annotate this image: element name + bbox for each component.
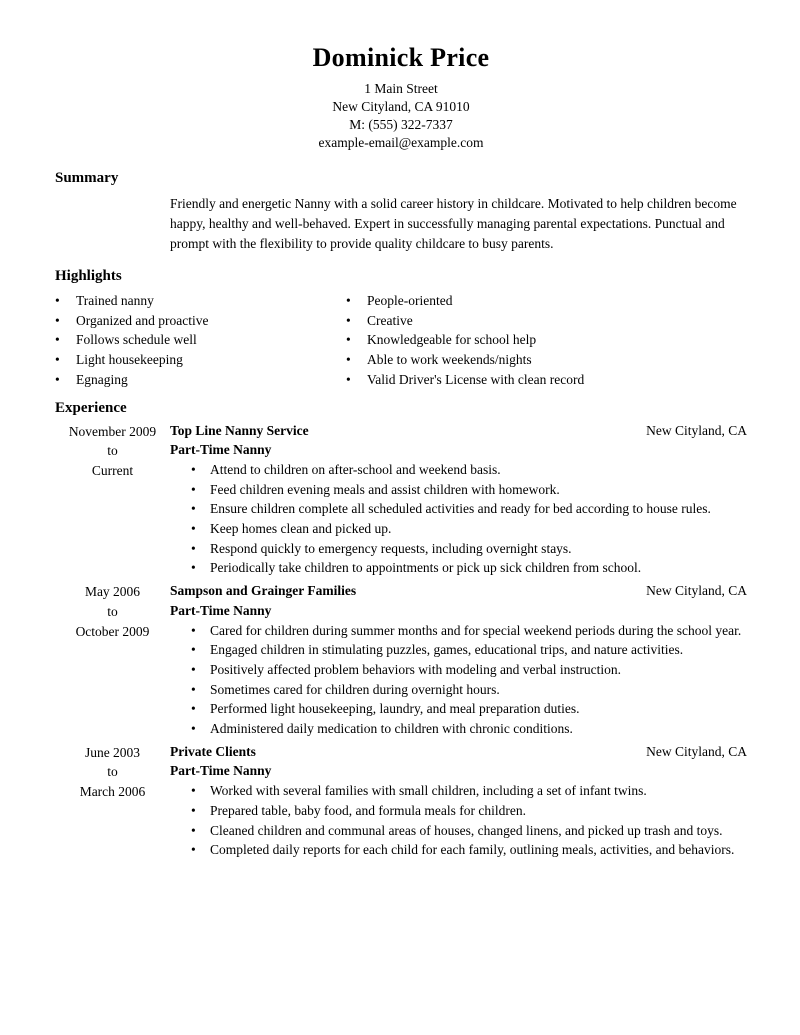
summary-section xyxy=(55,168,747,254)
highlights-section xyxy=(55,266,747,390)
job-date-separator: to xyxy=(107,603,118,619)
experience-section xyxy=(55,398,747,860)
job-employer: Top Line Nanny Service xyxy=(170,422,309,438)
job-date-separator: to xyxy=(107,764,118,780)
job-bullet: • Attend to children on after-school and weekend basis. xyxy=(170,460,747,480)
job-bullet-list xyxy=(170,781,747,860)
job-bullet: • Worked with several families with small children, including a set of infant twins. xyxy=(170,781,747,801)
job-bullet: • Performed light housekeeping, laundry, and meal preparation duties. xyxy=(170,699,747,719)
highlight-item: • Egnaging xyxy=(55,370,346,390)
job-entry xyxy=(55,421,747,579)
job-bullet: • Keep homes clean and picked up. xyxy=(170,519,747,539)
job-date-separator: to xyxy=(107,443,118,459)
job-date-end: Current xyxy=(91,462,134,478)
job-bullet: • Cleaned children and communal areas of houses, changed linens, and picked up trash and toys. xyxy=(170,821,747,841)
job-title: Part-Time Nanny xyxy=(170,763,272,779)
phone-number: M: (555) 322-7337 xyxy=(349,117,453,132)
job-bullet: • Positively affected problem behaviors with modeling and verbal instruction. xyxy=(170,660,747,680)
job-date-start: June 2003 xyxy=(84,744,141,760)
highlights-columns xyxy=(55,291,747,390)
job-bullet-list xyxy=(170,460,747,578)
job-employer: Sampson and Grainger Families xyxy=(170,583,357,599)
address-line-2: New Cityland, CA 91010 xyxy=(332,99,470,114)
job-main xyxy=(170,581,747,739)
highlight-item: • Creative xyxy=(346,311,618,331)
candidate-name: Dominick Price xyxy=(312,43,490,72)
highlight-item: • People-oriented xyxy=(346,291,618,311)
job-main xyxy=(170,742,747,860)
job-dates xyxy=(55,421,170,579)
job-bullet: • Periodically take children to appointments or pick up sick children from school. xyxy=(170,558,747,578)
job-title: Part-Time Nanny xyxy=(170,442,272,458)
job-bullet: • Completed daily reports for each child for each family, outlining meals, activities, and behaviors. xyxy=(170,840,747,860)
job-date-start: May 2006 xyxy=(84,584,141,600)
job-bullet: • Cared for children during summer months and for special weekend periods during the school year. xyxy=(170,621,747,641)
job-header xyxy=(170,581,747,601)
job-date-start: November 2009 xyxy=(68,423,157,439)
summary-heading: Summary xyxy=(55,170,119,186)
highlight-item: • Able to work weekends/nights xyxy=(346,350,618,370)
highlights-right-column xyxy=(346,291,618,390)
job-bullet: • Engaged children in stimulating puzzles, games, educational trips, and nature activities. xyxy=(170,640,747,660)
job-title: Part-Time Nanny xyxy=(170,602,272,618)
highlight-item: • Trained nanny xyxy=(55,291,346,311)
job-date-end: March 2006 xyxy=(79,784,146,800)
job-bullet: • Administered daily medication to children with chronic conditions. xyxy=(170,719,747,739)
job-header xyxy=(170,421,747,441)
job-employer: Private Clients xyxy=(170,743,256,759)
job-bullet: • Ensure children complete all scheduled activities and ready for bed according to house rules. xyxy=(170,499,747,519)
highlight-item: • Valid Driver's License with clean record xyxy=(346,370,618,390)
job-bullet: • Sometimes cared for children during overnight hours. xyxy=(170,680,747,700)
highlight-item: • Light housekeeping xyxy=(55,350,346,370)
job-dates xyxy=(55,581,170,739)
job-bullet: • Feed children evening meals and assist children with homework. xyxy=(170,480,747,500)
highlight-item: • Organized and proactive xyxy=(55,311,346,331)
highlight-item: • Follows schedule well xyxy=(55,330,346,350)
job-location: New Cityland, CA xyxy=(646,583,747,599)
summary-text: Friendly and energetic Nanny with a solid career history in childcare. Motivated to help children become happy, healthy and well-behaved. Expert in successfully managing parental expectations. Punctual and prompt with the flexibility to provide quality childcare to busy parents. xyxy=(170,196,737,251)
job-bullet: • Prepared table, baby food, and formula meals for children. xyxy=(170,801,747,821)
job-entry xyxy=(55,581,747,739)
highlights-left-column xyxy=(55,291,346,390)
address-line-1: 1 Main Street xyxy=(364,81,438,96)
job-bullet-list xyxy=(170,621,747,739)
job-location: New Cityland, CA xyxy=(646,743,747,759)
job-header xyxy=(170,742,747,762)
job-bullet: • Respond quickly to emergency requests, including overnight stays. xyxy=(170,539,747,559)
job-main xyxy=(170,421,747,579)
resume-header xyxy=(55,42,747,152)
job-date-end: October 2009 xyxy=(75,623,150,639)
job-dates xyxy=(55,742,170,860)
job-entry xyxy=(55,742,747,860)
highlights-heading: Highlights xyxy=(55,268,122,284)
email-address: example-email@example.com xyxy=(318,135,484,150)
job-location: New Cityland, CA xyxy=(646,422,747,438)
experience-heading: Experience xyxy=(55,399,127,416)
highlight-item: • Knowledgeable for school help xyxy=(346,330,618,350)
